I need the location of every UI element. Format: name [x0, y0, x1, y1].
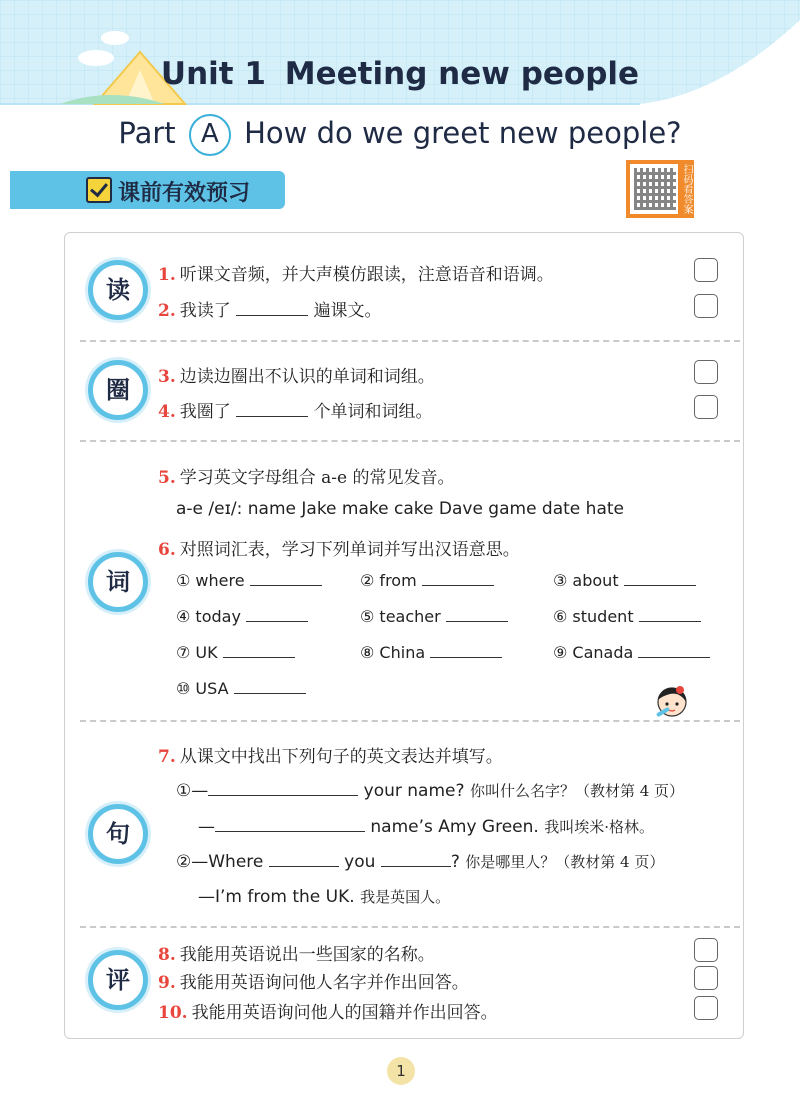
qr-code[interactable]: [626, 160, 684, 218]
vocab-china: ⑧ China: [360, 643, 502, 662]
sentence-badge: 句: [88, 804, 148, 864]
vocab-today: ④ today: [176, 607, 308, 626]
checkbox-8[interactable]: [694, 938, 718, 962]
circle-badge: 圈: [88, 360, 148, 420]
vocab-from: ② from: [360, 571, 494, 590]
unit-title: [0, 56, 800, 92]
part-title: [0, 114, 800, 156]
checkbox-2[interactable]: [694, 294, 718, 318]
vocab-teacher: ⑤ teacher: [360, 607, 508, 626]
item-5: 5. 学习英文字母组合 a-e 的常见发音。: [158, 468, 455, 488]
item-7: 7. 从课文中找出下列句子的英文表达并填写。: [158, 747, 503, 767]
page-number: 1: [387, 1057, 415, 1085]
item-4: 4. 我圈了 个单词和词组。: [158, 402, 433, 422]
checkbox-9[interactable]: [694, 966, 718, 990]
read-badge: 读: [88, 260, 148, 320]
item-2: 2. 我读了 遍课文。: [158, 301, 382, 321]
girl-mascot-icon: [650, 682, 696, 722]
checkbox-4[interactable]: [694, 395, 718, 419]
vocab-canada: ⑨ Canada: [553, 643, 710, 662]
sentence-3: ②—Where you ? 你是哪里人？（教材第 4 页）: [176, 852, 665, 872]
section-label: 课前有效预习: [118, 180, 251, 206]
vocab-usa: ⑩ USA: [176, 679, 306, 698]
section-header: [10, 171, 285, 209]
divider: [80, 720, 740, 722]
item-9: 9. 我能用英语询问他人名字并作出回答。: [158, 973, 469, 993]
item-3: 3. 边读边圈出不认识的单词和词组。: [158, 367, 435, 387]
item-8: 8. 我能用英语说出一些国家的名称。: [158, 945, 435, 965]
checkbox-10[interactable]: [694, 996, 718, 1020]
divider: [80, 926, 740, 928]
sentence-1: ①— your name? 你叫什么名字？（教材第 4 页）: [176, 781, 685, 801]
divider: [80, 440, 740, 442]
vocab-student: ⑥ student: [553, 607, 701, 626]
vocab-uk: ⑦ UK: [176, 643, 295, 662]
item-10: 10. 我能用英语询问他人的国籍并作出回答。: [158, 1003, 498, 1023]
divider: [80, 340, 740, 342]
read-count-blank[interactable]: [236, 301, 308, 316]
unit-name: Meeting new people: [284, 56, 640, 92]
part-prefix: Part: [118, 116, 176, 150]
part-question: How do we greet new people?: [244, 116, 682, 150]
vocab-about: ③ about: [553, 571, 696, 590]
sentence-4: —I’m from the UK. 我是英国人。: [198, 887, 451, 907]
exercise-frame: [64, 232, 744, 1039]
item-6: 6. 对照词汇表，学习下列单词并写出汉语意思。: [158, 540, 520, 560]
item-1: 1. 听课文音频，并大声模仿跟读，注意语音和语调。: [158, 265, 554, 285]
part-letter: A: [189, 114, 231, 156]
checkbox-1[interactable]: [694, 258, 718, 282]
sentence-2: — name’s Amy Green. 我叫埃米·格林。: [198, 817, 655, 837]
phonics-line: a-e /eɪ/: name Jake make cake Dave game date hate: [176, 499, 624, 519]
evaluate-badge: 评: [88, 950, 148, 1010]
checkmark-icon: [86, 177, 112, 203]
vocab-where: ① where: [176, 571, 322, 590]
word-badge: 词: [88, 552, 148, 612]
unit-number: Unit 1: [160, 56, 266, 92]
checkbox-3[interactable]: [694, 360, 718, 384]
qr-label: 扫码看答案: [678, 160, 694, 218]
circle-count-blank[interactable]: [236, 402, 308, 417]
